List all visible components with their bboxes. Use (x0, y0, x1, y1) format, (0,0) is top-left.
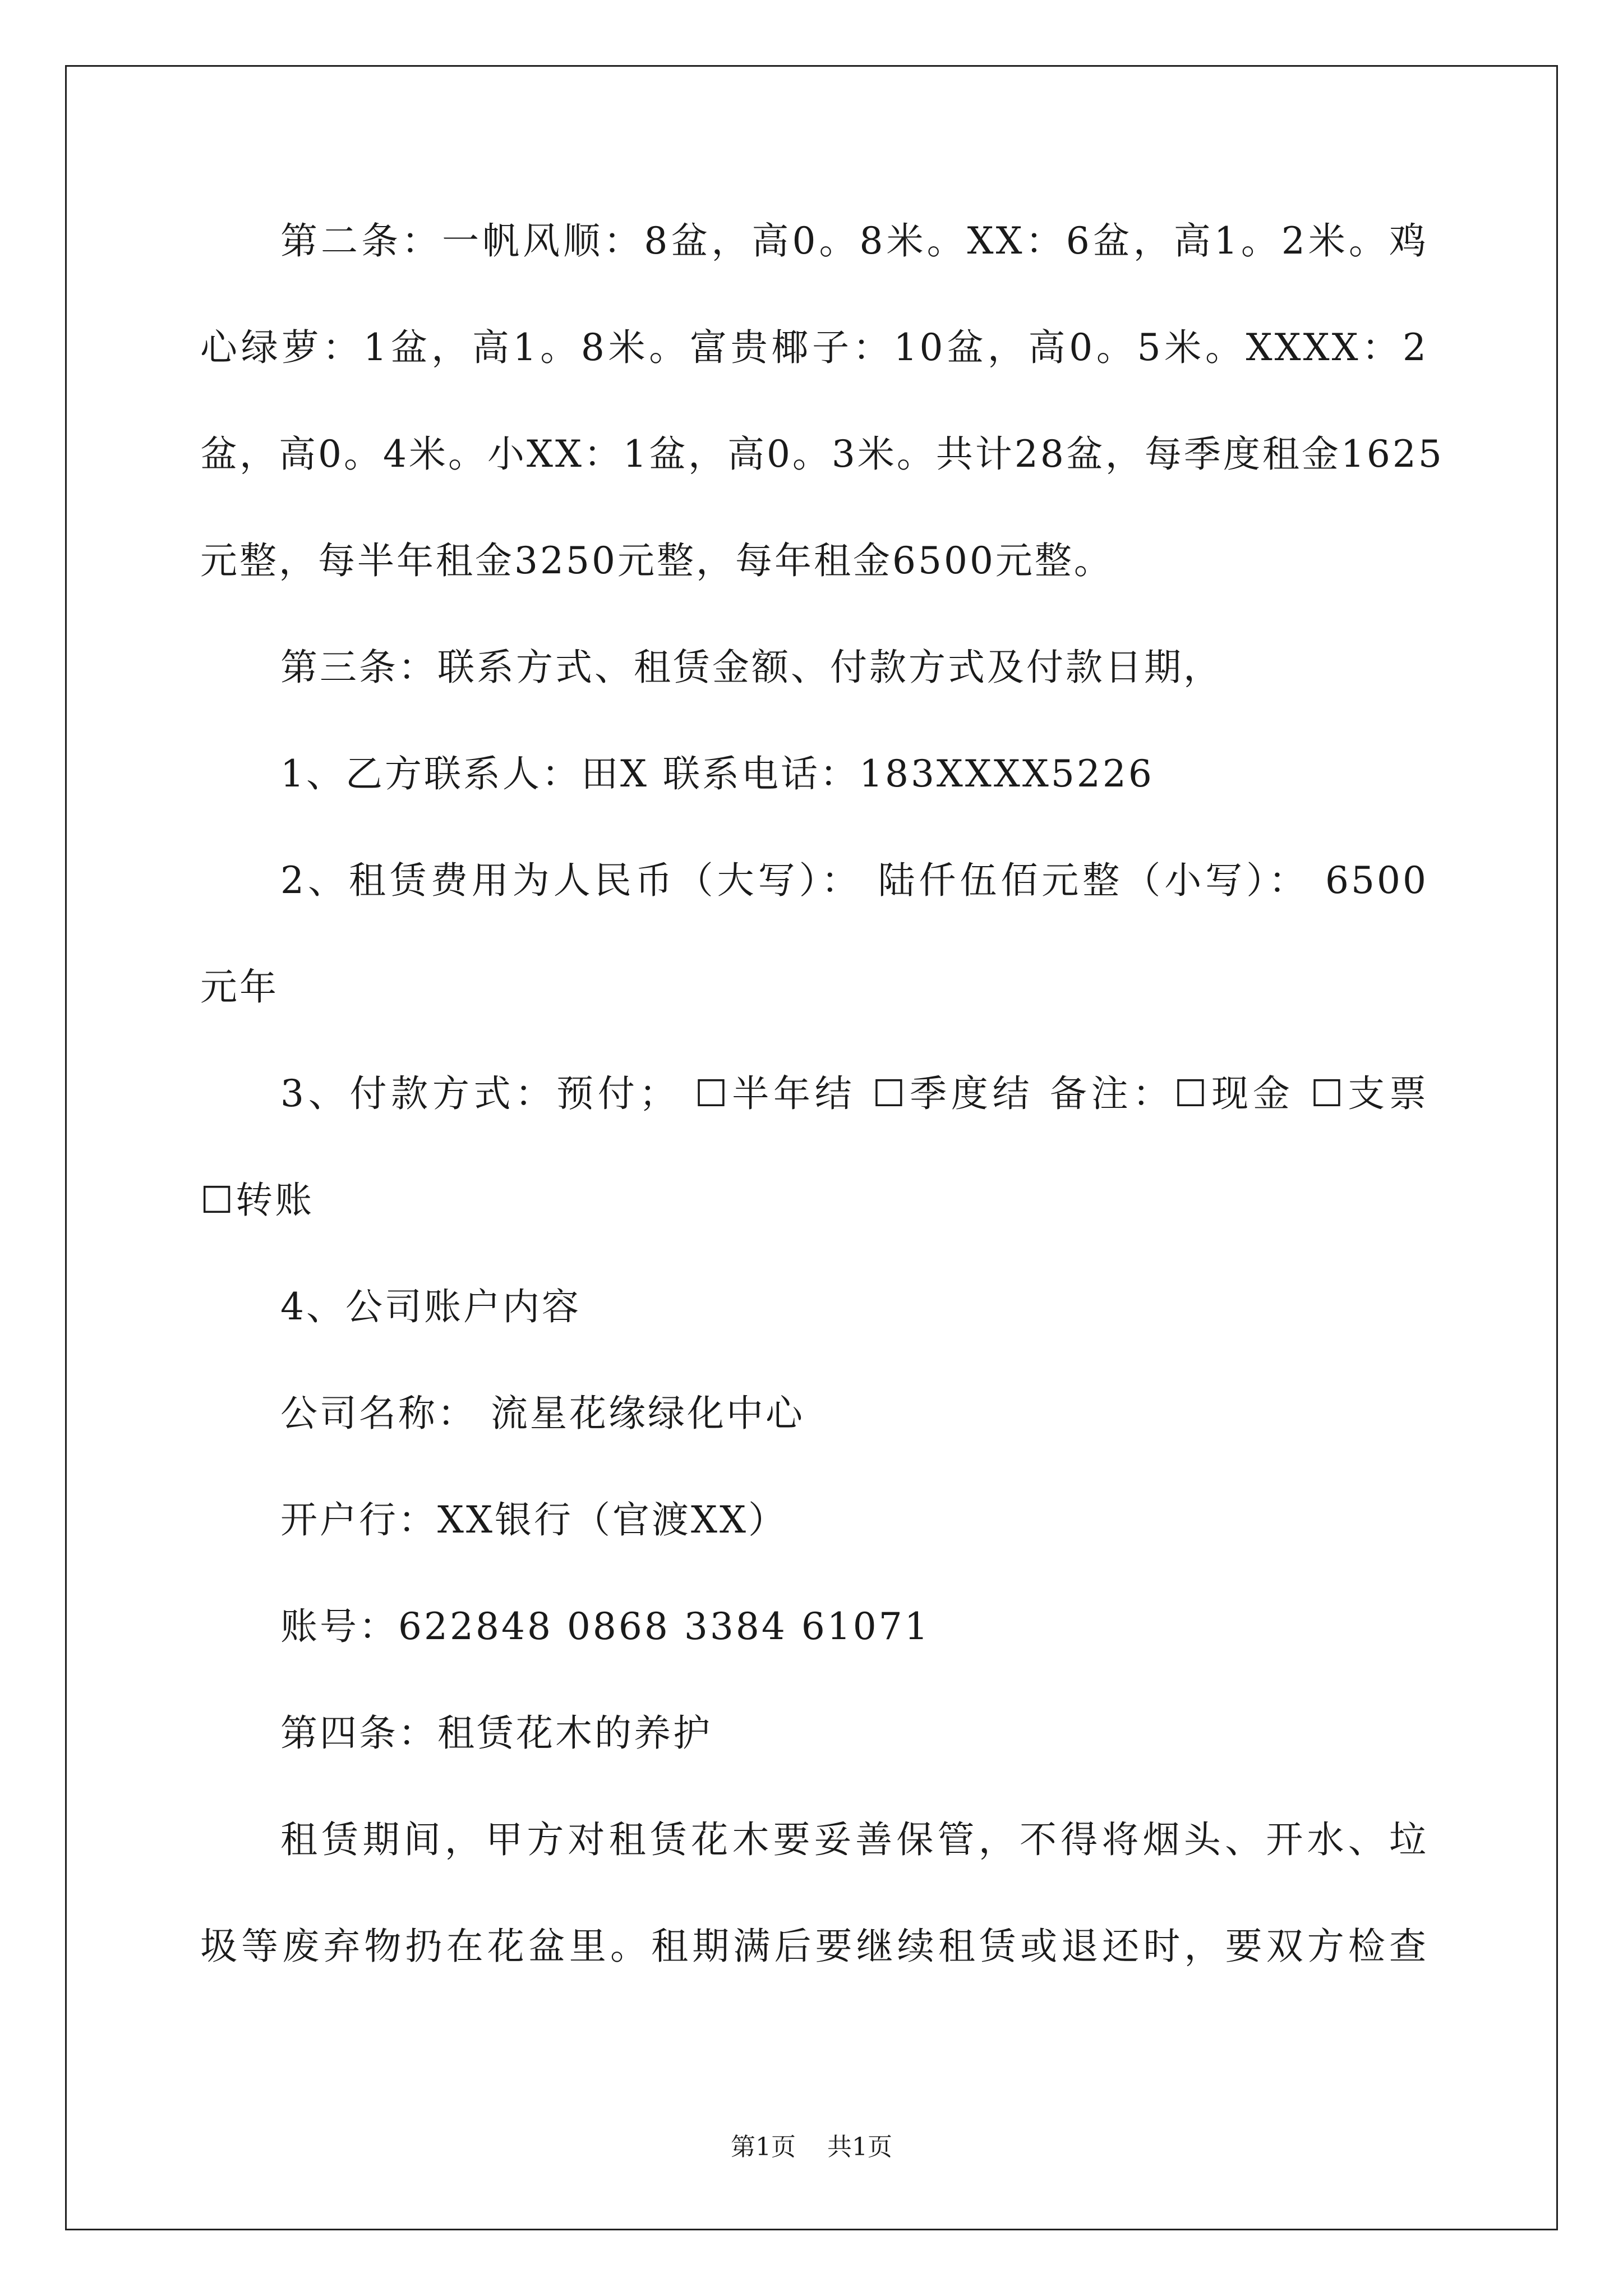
maintenance-paragraph-line-2: 圾等废弃物扔在花盆里。租期满后要继续租赁或退还时，要双方检查 (200, 1925, 1428, 1968)
rental-fee-line-1: 2、租赁费用为人民币（大写）： 陆仟伍佰元整（小写）： 6500 (280, 859, 1428, 902)
maintenance-paragraph-line-1: 租赁期间，甲方对租赁花木要妥善保管，不得将烟头、开水、垃 (280, 1818, 1428, 1861)
company-name-line: 公司名称： 流星花缘绿化中心 (280, 1392, 805, 1435)
bank-line: 开户行：XX银行（官渡XX） (280, 1498, 787, 1542)
article-4-heading: 第四条：租赁花木的养护 (280, 1711, 712, 1755)
account-number-line: 账号：622848 0868 3384 61071 (280, 1605, 930, 1648)
page-border (65, 65, 1558, 2230)
paragraph-article-2-line-4: 元整，每半年租金3250元整，每年租金6500元整。 (200, 539, 1113, 582)
contact-person-line: 1、乙方联系人：田X 联系电话：183XXXX5226 (280, 752, 1154, 795)
rental-fee-line-2: 元年 (200, 965, 279, 1009)
paragraph-article-2-line-2: 心绿萝：1盆，高1。8米。富贵椰子：10盆，高0。5米。XXXX：2 (200, 326, 1428, 369)
payment-method-line-2: ☐转账 (200, 1179, 315, 1222)
paragraph-article-2-line-1: 第二条：一帆风顺：8盆，高0。8米。XX：6盆，高1。2米。鸡 (280, 219, 1428, 263)
page-number-footer: 第1页 共1页 (731, 2133, 892, 2161)
payment-method-line-1: 3、付款方式：预付； ☐半年结 ☐季度结 备注：☐现金 ☐支票 (280, 1072, 1428, 1115)
account-info-heading: 4、公司账户内容 (280, 1285, 581, 1328)
paragraph-article-2-line-3: 盆，高0。4米。小XX：1盆，高0。3米。共计28盆，每季度租金1625 (200, 432, 1444, 476)
article-3-heading: 第三条：联系方式、租赁金额、付款方式及付款日期， (280, 646, 1223, 689)
